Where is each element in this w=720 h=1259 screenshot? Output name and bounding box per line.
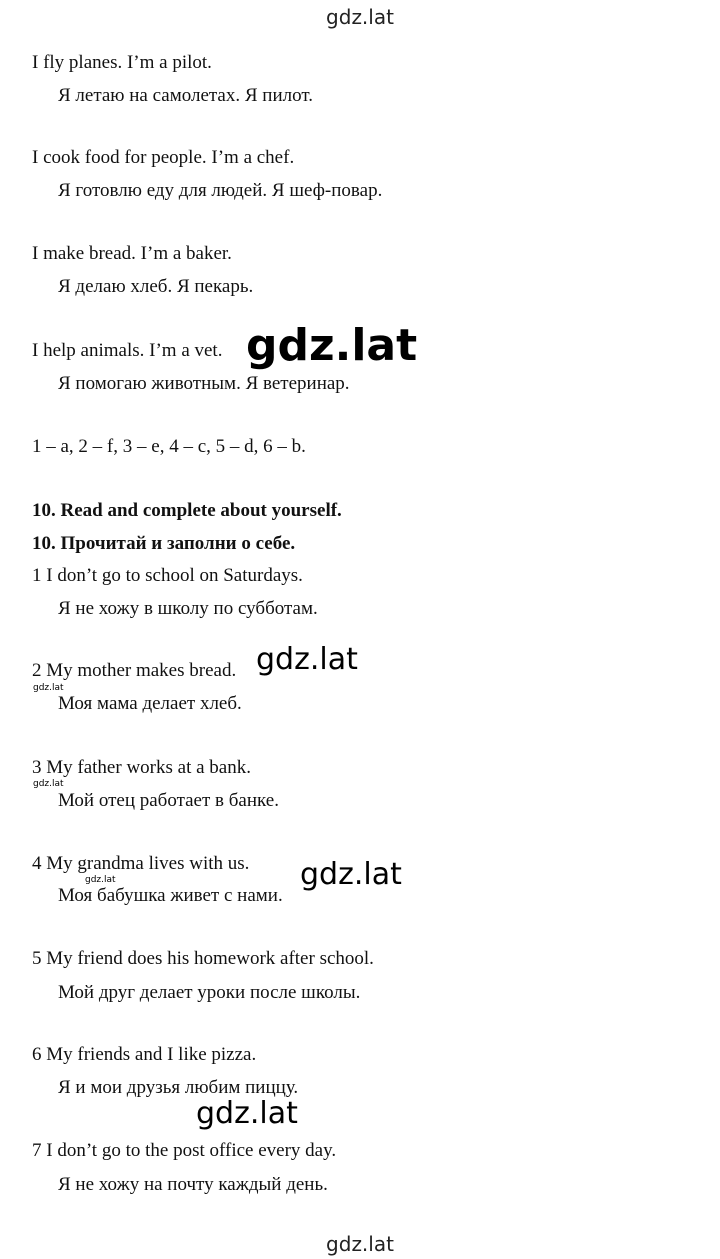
text-line: Я не хожу в школу по субботам.	[58, 598, 318, 619]
text-line: Моя мама делает хлеб.	[58, 693, 242, 714]
answer-key: 1 – a, 2 – f, 3 – e, 4 – c, 5 – d, 6 – b.	[32, 436, 306, 457]
watermark-logo: gdz.lat	[300, 857, 402, 892]
watermark-logo-small: gdz.lat	[33, 683, 64, 693]
text-line: Я помогаю животным. Я ветеринар.	[58, 373, 350, 394]
page-footer: gdz.lat	[326, 1232, 394, 1256]
text-line: 5 My friend does his homework after school.	[32, 948, 374, 969]
text-line: Я не хожу на почту каждый день.	[58, 1174, 328, 1195]
text-line: I cook food for people. I’m a chef.	[32, 147, 295, 168]
text-line: 7 I don’t go to the post office every day.	[32, 1140, 337, 1161]
text-line: Мой отец работает в банке.	[58, 790, 279, 811]
page-header: gdz.lat	[326, 5, 394, 29]
watermark-logo: gdz.lat	[246, 320, 418, 371]
exercise-heading: 10. Read and complete about yourself.	[32, 500, 342, 521]
text-line: 3 My father works at a bank.	[32, 757, 251, 778]
text-line: Я летаю на самолетах. Я пилот.	[58, 85, 313, 106]
text-line: 6 My friends and I like pizza.	[32, 1044, 257, 1065]
text-line: 1 I don’t go to school on Saturdays.	[32, 565, 303, 586]
text-line: I make bread. I’m a baker.	[32, 243, 232, 264]
text-line: I fly planes. I’m a pilot.	[32, 52, 212, 73]
watermark-logo: gdz.lat	[256, 642, 358, 677]
watermark-logo: gdz.lat	[196, 1096, 298, 1131]
text-line: Я готовлю еду для людей. Я шеф-повар.	[58, 180, 383, 201]
text-line: Я и мои друзья любим пиццу.	[58, 1077, 299, 1098]
exercise-heading-ru: 10. Прочитай и заполни о себе.	[32, 533, 296, 554]
text-line: Моя бабушка живет с нами.	[58, 885, 283, 906]
text-line: 4 My grandma lives with us.	[32, 853, 250, 874]
watermark-logo-small: gdz.lat	[85, 875, 116, 885]
text-line: I help animals. I’m a vet.	[32, 340, 223, 361]
text-line: Я делаю хлеб. Я пекарь.	[58, 276, 254, 297]
text-line: 2 My mother makes bread.	[32, 660, 237, 681]
watermark-logo-small: gdz.lat	[33, 779, 64, 789]
text-line: Мой друг делает уроки после школы.	[58, 982, 361, 1003]
